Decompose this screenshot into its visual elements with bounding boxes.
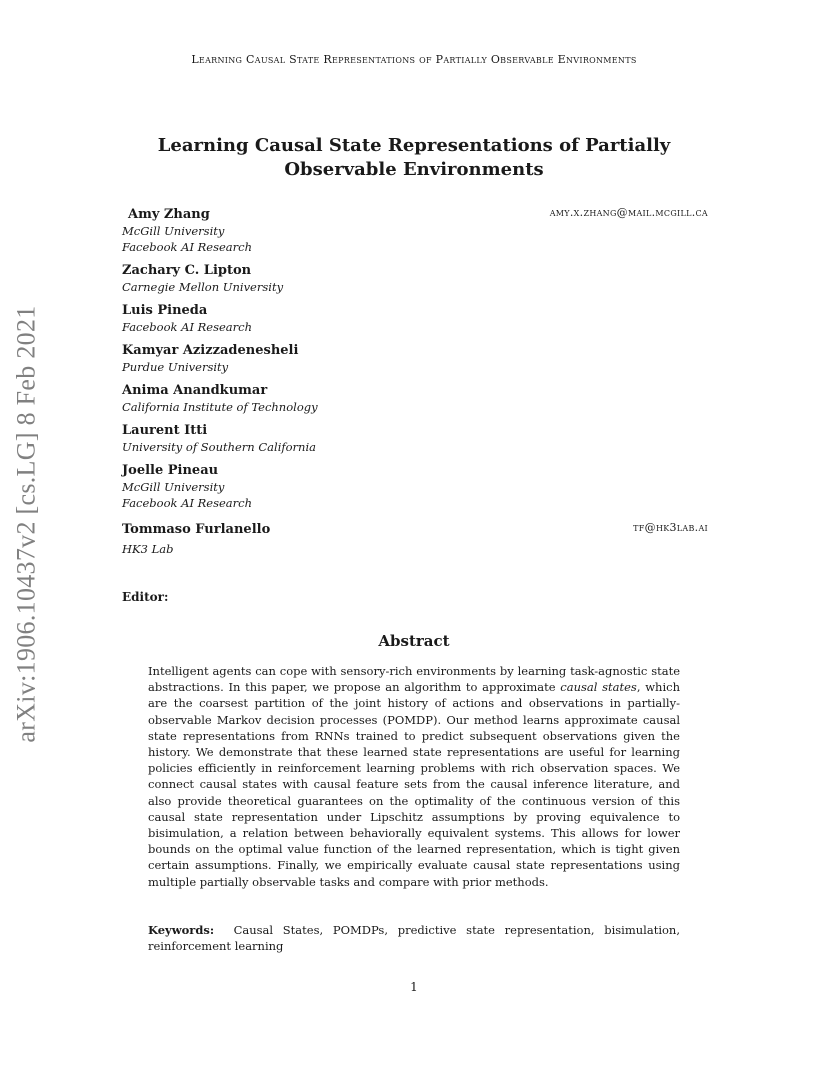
author-name: Anima Anandkumar (122, 383, 268, 398)
author-affiliation: California Institute of Technology (122, 400, 318, 414)
paper-title (150, 134, 678, 182)
author-affiliation: Facebook AI Research (122, 320, 253, 334)
author-email: amy.x.zhang@mail.mcgill.ca (549, 206, 708, 219)
author-affiliation: Purdue University (122, 360, 229, 374)
author-block (122, 462, 708, 511)
abstract-emphasis: causal states (560, 680, 637, 695)
arxiv-identifier-text: arXiv:1906.10437v2 [cs.LG] 8 Feb 2021 (12, 305, 41, 743)
running-head: Learning Causal State Representations of Partially Observable Environments (191, 53, 637, 66)
author-block (122, 382, 708, 415)
author-affiliation: Carnegie Mellon University (122, 280, 284, 294)
author-name: Kamyar Azizzadenesheli (122, 343, 299, 358)
author-name: Amy Zhang (128, 207, 210, 222)
abstract-body (148, 663, 680, 890)
author-block (122, 302, 708, 335)
author-block (122, 521, 708, 557)
author-email: tf@hk3lab.ai (633, 521, 708, 534)
author-affiliation: McGill University (122, 480, 225, 494)
page-number: 1 (410, 980, 418, 994)
keywords-text: Causal States, POMDPs, predictive state representation, bisimulation, reinforcement learning (148, 923, 680, 954)
author-affiliation: University of Southern California (122, 440, 316, 454)
author-name: Zachary C. Lipton (122, 263, 252, 278)
author-block (122, 342, 708, 375)
abstract-text: , which are the coarsest partition of the joint history of actions and observations in partially-observable Markov decision processes (POMDP). Our method learns approximate causal state representations from RNNs trained to predict subsequent observations given the history. We demonstrate that these learned state representations are useful for learning policies efficiently in reinforcement learning problems with rich observation spaces. We connect causal states with causal feature sets from the causal inference literature, and also provide theoretical guarantees on the optimality of the continuous version of this causal state representation under Lipschitz assumptions by proving equivalence to bisimulation, a relation between behaviorally equivalent systems. This allows for lower bounds on the optimal value function of the learned representation, which is tight given certain assumptions. Finally, we empirically evaluate causal state representations using multiple partially observable tasks and compare with prior methods. (148, 680, 680, 889)
author-affiliation: HK3 Lab (122, 542, 174, 556)
arxiv-identifier-stamp (9, 296, 45, 752)
abstract-text: Intelligent agents can cope with sensory-rich environments by learning task-agnostic state abstractions. In this paper, we propose an algorithm to approximate (148, 664, 680, 695)
author-block (122, 262, 708, 295)
author-affiliation: Facebook AI Research (122, 496, 253, 510)
abstract-heading: Abstract (378, 632, 450, 650)
author-name: Joelle Pineau (122, 463, 219, 478)
keywords (148, 922, 680, 954)
author-block (122, 422, 708, 455)
author-affiliation: McGill University (122, 224, 225, 238)
author-name: Laurent Itti (122, 423, 208, 438)
author-block (122, 206, 708, 255)
author-name: Luis Pineda (122, 303, 208, 318)
title-line-1: Learning Causal State Representations of Partially (157, 135, 671, 156)
author-affiliation: Facebook AI Research (122, 240, 253, 254)
title-line-2: Observable Environments (284, 159, 544, 180)
editor-label: Editor: (122, 590, 169, 604)
author-name: Tommaso Furlanello (122, 522, 271, 537)
keywords-label: Keywords: (148, 923, 215, 937)
